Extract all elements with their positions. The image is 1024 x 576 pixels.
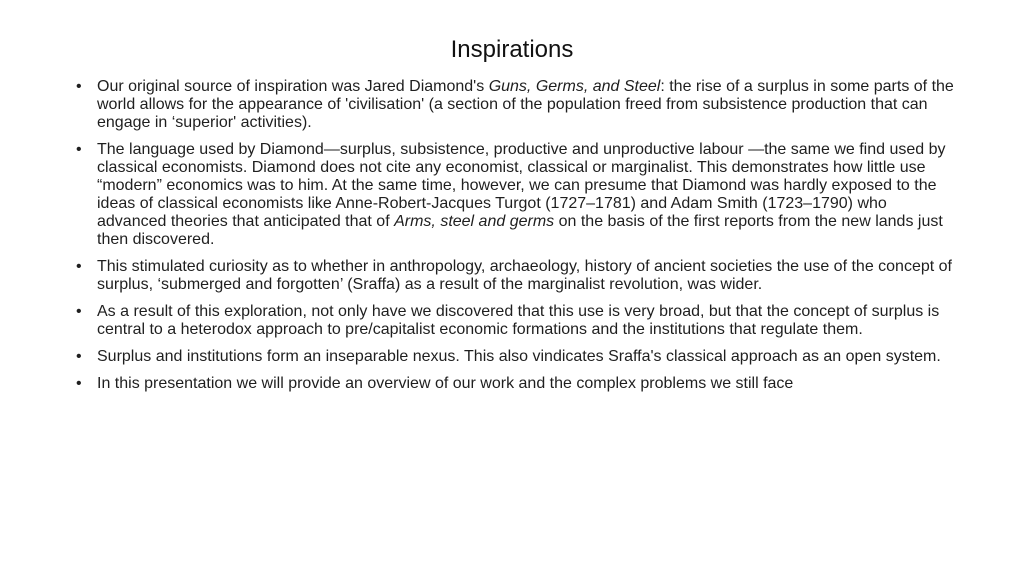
bullet-text (97, 258, 952, 293)
bullet-dot-icon: • (76, 141, 82, 158)
bullet-text-segment: Our original source of inspiration was Jared Diamond's (97, 78, 489, 95)
bullet-dot-icon: • (76, 258, 82, 275)
bullet-dot-icon: • (76, 78, 82, 95)
bullet-item (74, 375, 954, 393)
bullet-text-segment: This stimulated curiosity as to whether in anthropology, archaeology, history of ancient societies the use of the concept of surplus, ‘submerged and forgotten’ (Sraffa) as a result of the marginalist revolution, was wider. (97, 258, 952, 293)
italic-title-text: Guns, Germs, and Steel (488, 78, 661, 95)
bullet-text (97, 375, 793, 392)
bullet-dot-icon: • (76, 375, 82, 392)
bullet-text-segment: The language used by Diamond—surplus, subsistence, productive and unproductive labour —the same we find used by classical economists. Diamond does not cite any economist, classical or marginalist. This demonstrates how little use “modern” economics was to him. At the same time, however, we can presume that Diamond was hardly exposed to the ideas of classical economists like Anne-Robert-Jacques Turgot (1727–1781) and Adam Smith (1723–1790) who advanced theories that anticipated that of (97, 141, 946, 230)
bullet-dot-icon: • (76, 303, 82, 320)
bullet-item (74, 141, 954, 249)
bullet-text-segment: Surplus and institutions form an inseparable nexus. This also vindicates Sraffa's classical approach as an open system. (97, 348, 941, 365)
bullet-dot-icon: • (76, 348, 82, 365)
bullet-item (74, 258, 954, 294)
italic-title-text: Arms, steel and germs (394, 213, 555, 230)
bullet-item (74, 78, 954, 132)
bullet-item (74, 348, 954, 366)
bullet-item (74, 303, 954, 339)
bullet-text (97, 348, 941, 365)
bullet-text-segment: on the basis of the first reports from the new lands just then discovered. (97, 213, 943, 248)
slide-title: Inspirations (450, 36, 574, 63)
bullet-text-segment: In this presentation we will provide an overview of our work and the complex problems we still face (97, 375, 794, 392)
bullet-text (97, 303, 939, 338)
bullet-text (97, 141, 946, 248)
bullet-list (74, 78, 954, 402)
bullet-text-segment: As a result of this exploration, not only have we discovered that this use is very broad, but that the concept of surplus is central to a heterodox approach to pre/capitalist economic formations and the institutions that regulate them. (97, 303, 940, 338)
bullet-text-segment: : the rise of a surplus in some parts of the world allows for the appearance of 'civilisation' (a section of the population freed from subsistence production that can engage in ‘superior' activities). (97, 78, 954, 131)
bullet-text (97, 78, 954, 131)
